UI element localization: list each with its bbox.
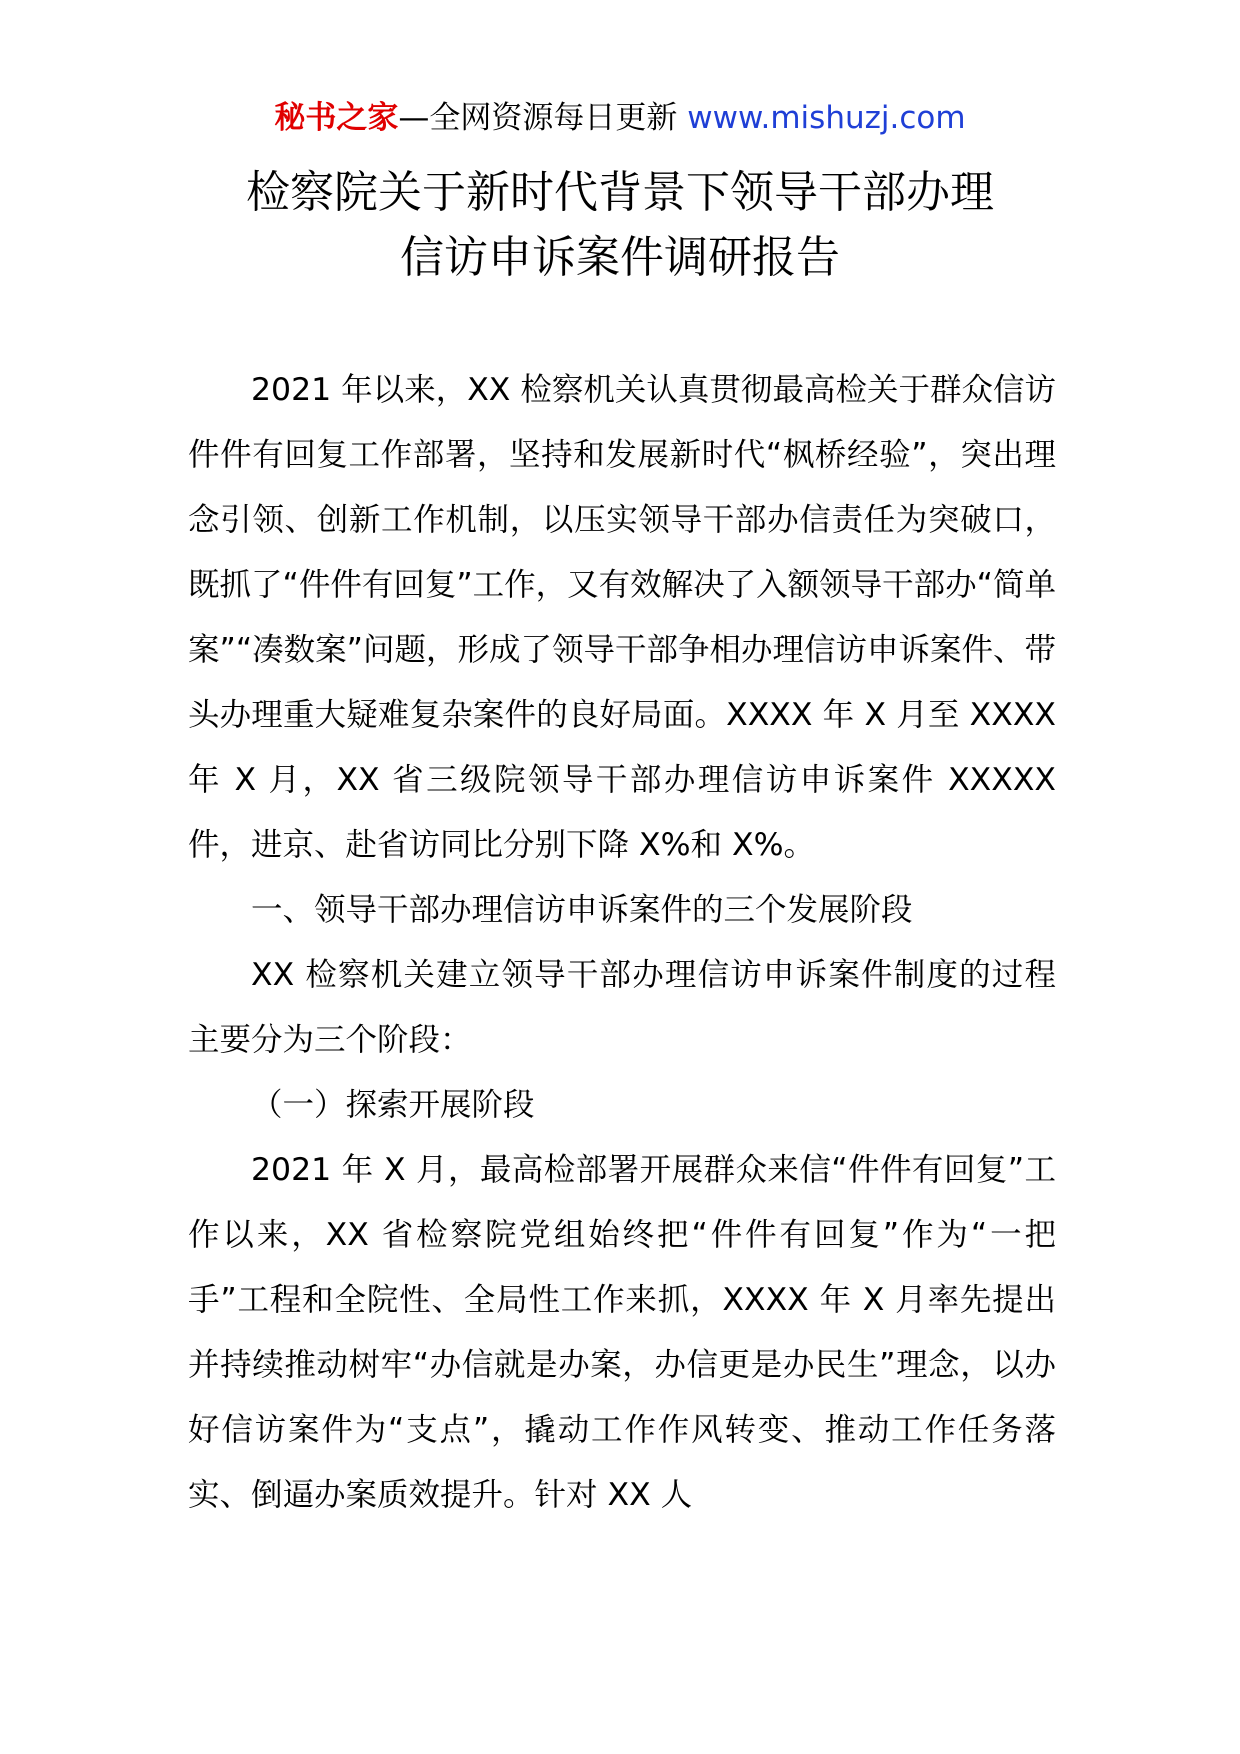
section-heading-1: 一、领导干部办理信访申诉案件的三个发展阶段 (251, 892, 913, 928)
document-body (188, 358, 1056, 1528)
body-paragraph-exploration: 2021 年 X 月，最高检部署开展群众来信“件件有回复”工作以来，XX 省检察院党组始终把“件件有回复”作为“一把手”工程和全院性、全局性工作来抓，XXXX 年 X 月率先提出并持续推动树牢“办信就是办案，办信更是办民生”理念，以办好信访案件为“支点”，撬动工作作风转变、推动工作任务落实、倒逼办案质效提升。针对 XX 人 (188, 1152, 1056, 1513)
body-paragraph-stages: XX 检察机关建立领导干部办理信访申诉案件制度的过程主要分为三个阶段： (188, 957, 1056, 1058)
site-brand: 秘书之家 (274, 100, 399, 136)
document-title-line-2: 信访申诉案件调研报告 (400, 232, 840, 283)
site-tagline: —全网资源每日更新 (398, 100, 678, 136)
subsection-heading-1: （一）探索开展阶段 (251, 1087, 535, 1123)
document-title-line-1: 检察院关于新时代背景下领导干部办理 (246, 167, 994, 218)
site-url-link[interactable]: www.mishuzj.com (687, 100, 966, 136)
body-paragraph-intro: 2021 年以来，XX 检察机关认真贯彻最高检关于群众信访件件有回复工作部署，坚持和发展新时代“枫桥经验”，突出理念引领、创新工作机制，以压实领导干部办信责任为突破口，既抓了“件件有回复”工作，又有效解决了入额领导干部办“简单案”“凑数案”问题，形成了领导干部争相办理信访申诉案件、带头办理重大疑难复杂案件的良好局面。XXXX 年 X 月至 XXXX 年 X 月，XX 省三级院领导干部办理信访申诉案件 XXXXX 件，进京、赴省访同比分别下降 X%和 X%。 (188, 372, 1056, 863)
site-header (0, 98, 1240, 138)
